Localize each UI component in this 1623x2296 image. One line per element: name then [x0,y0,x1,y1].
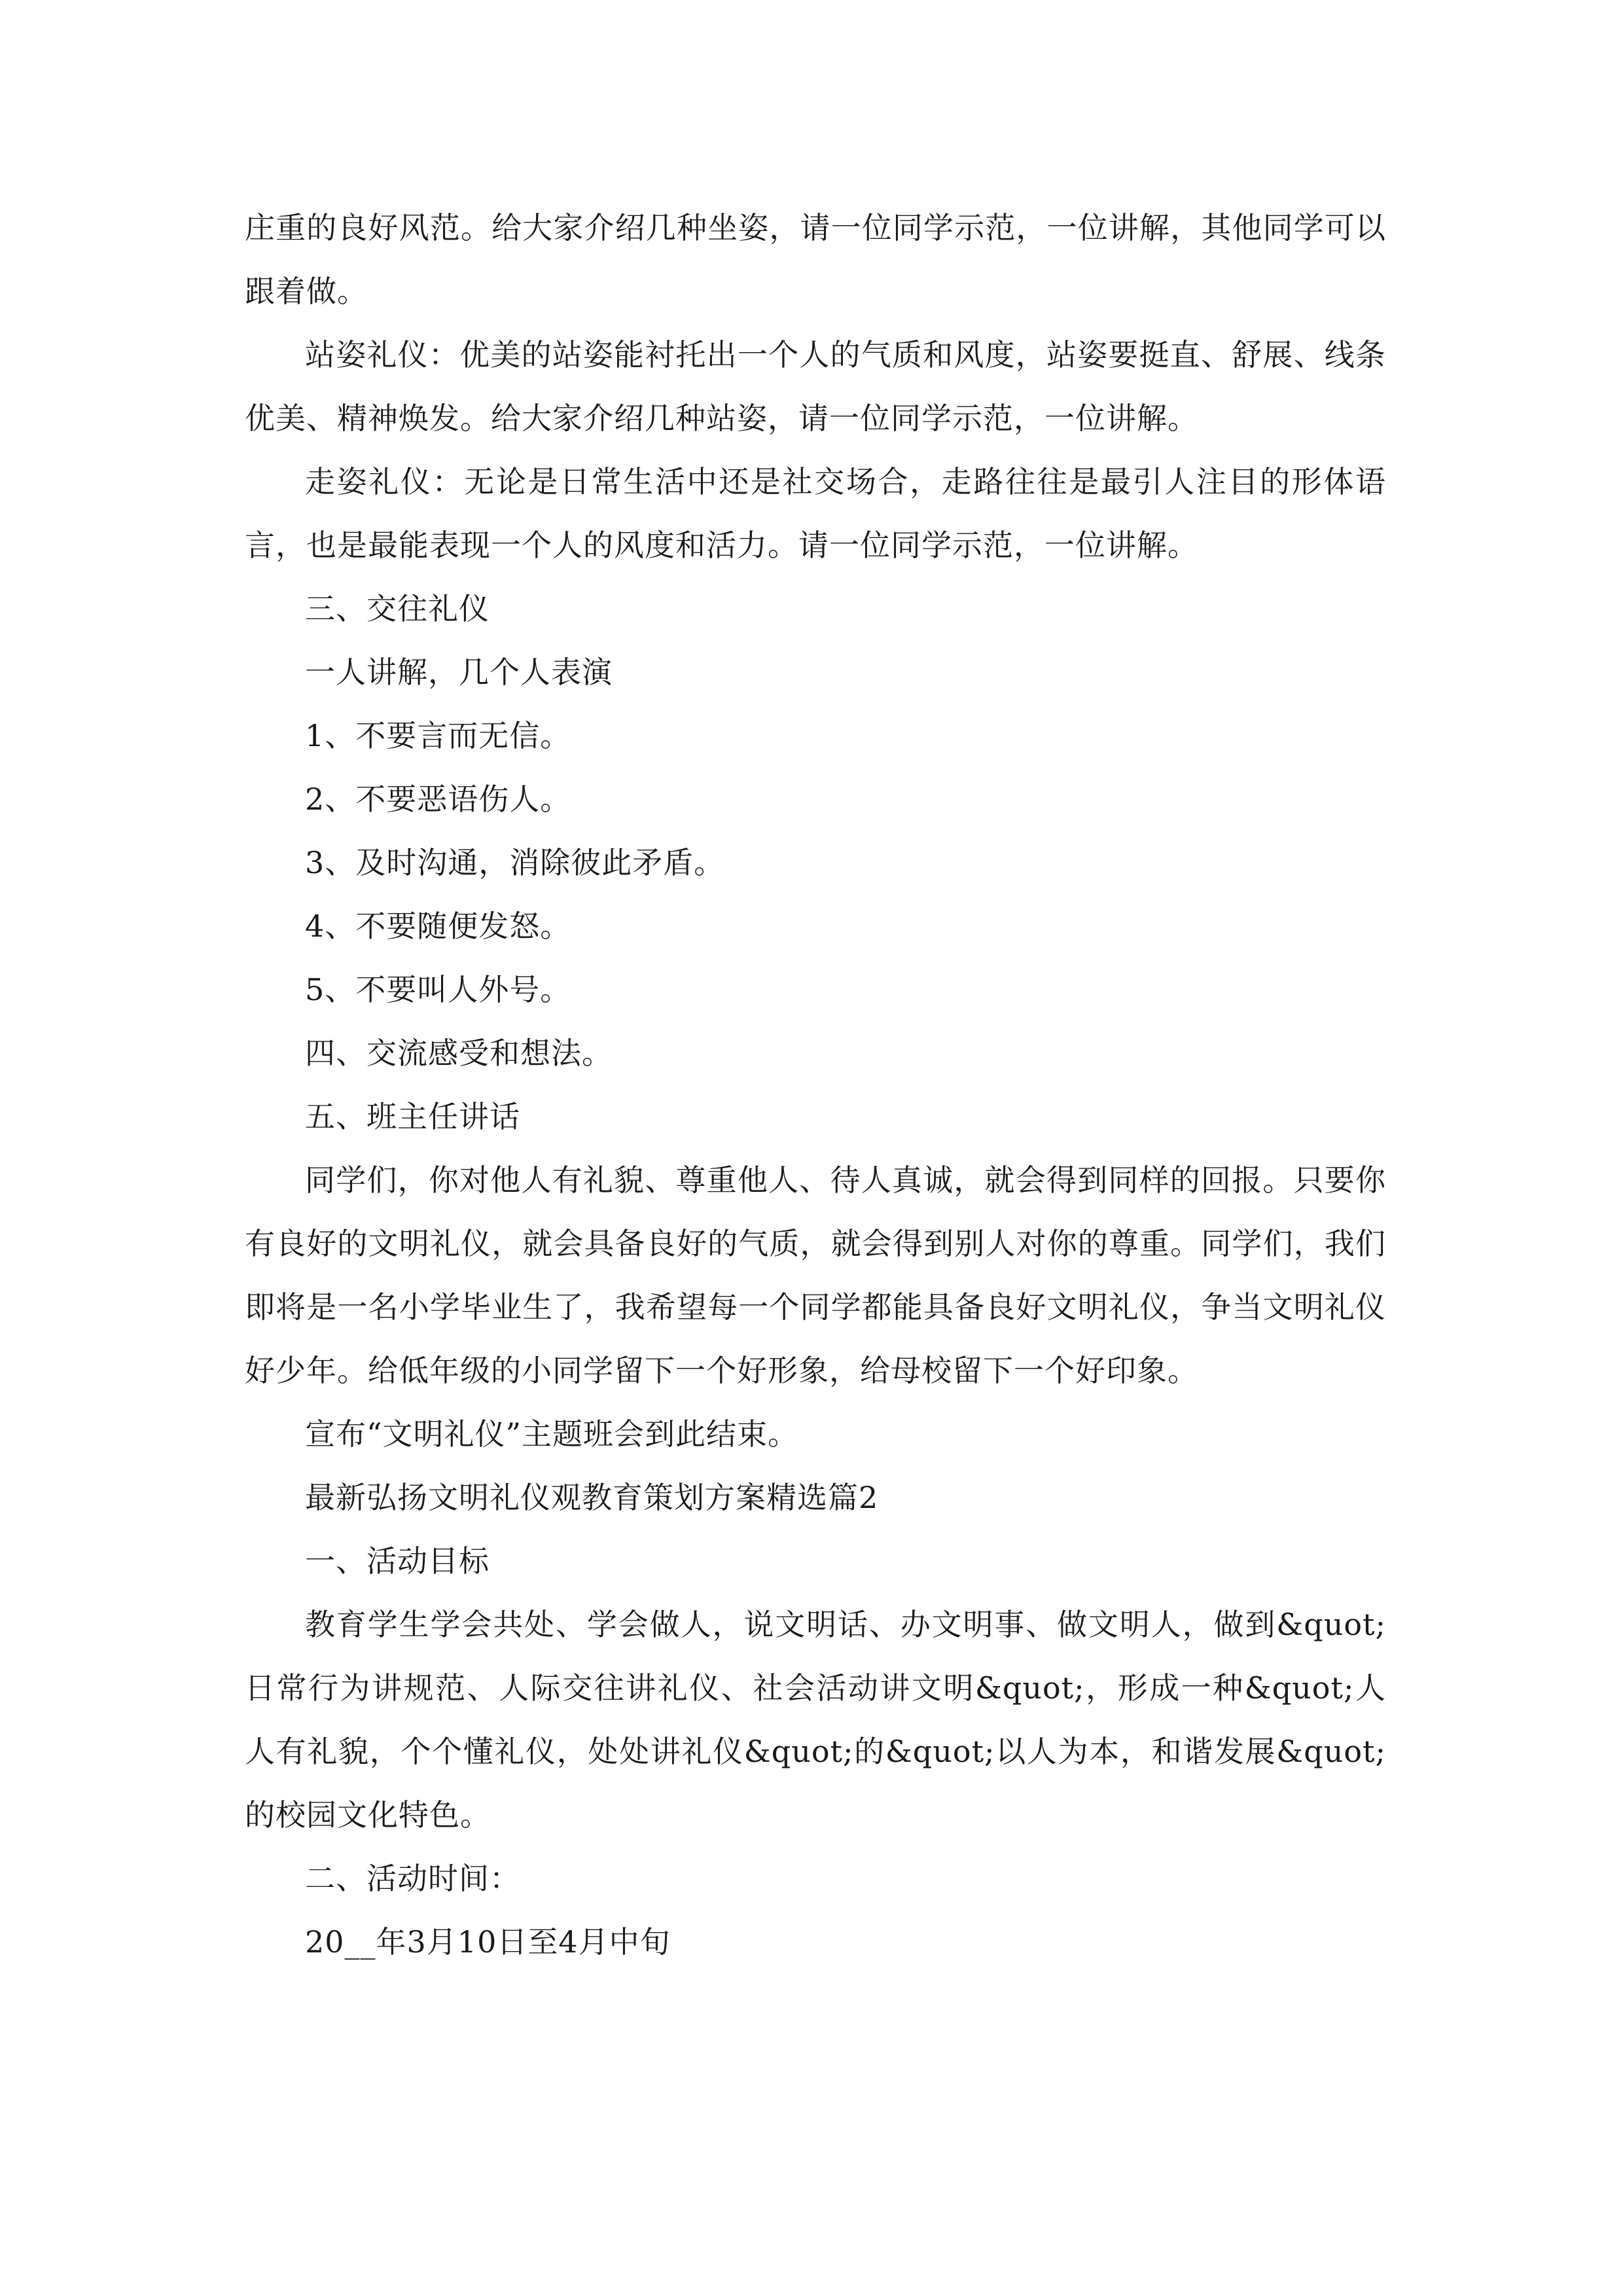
list-item-5: 5、不要叫人外号。 [305,972,571,1007]
paragraph-teacher-speech: 同学们，你对他人有礼貌、尊重他人、待人真诚，就会得到同样的回报。只要你有良好的文明礼仪，就会具备良好的气质，就会得到别人对你的尊重。同学们，我们即将是一名小学毕业生了，我希望每一个同学都能具备良好文明礼仪，争当文明礼仪好少年。给低年级的小同学留下一个好形象，给母校留下一个好印象。 [245,1162,1386,1388]
document-page [245,196,1386,1974]
heading-teacher-speech: 五、班主任讲话 [305,1099,520,1134]
heading-activity-goals: 一、活动目标 [305,1543,490,1579]
paragraph-activity-time: 20__年3月10日至4月中旬 [305,1924,671,1960]
heading-activity-time: 二、活动时间： [305,1861,520,1896]
heading-plan-part-2: 最新弘扬文明礼仪观教育策划方案精选篇2 [305,1480,879,1515]
paragraph-meeting-end: 宣布“文明礼仪”主题班会到此结束。 [305,1416,799,1452]
paragraph-performance-note: 一人讲解，几个人表演 [305,655,613,690]
heading-exchange-thoughts: 四、交流感受和想法。 [305,1035,613,1071]
list-item-3: 3、及时沟通，消除彼此矛盾。 [305,845,725,880]
list-item-2: 2、不要恶语伤人。 [305,781,571,817]
paragraph-walking-posture: 走姿礼仪：无论是日常生活中还是社交场合，走路往往是最引人注目的形体语言，也是最能表现一个人的风度和活力。请一位同学示范，一位讲解。 [245,464,1386,563]
list-item-1: 1、不要言而无信。 [305,718,571,753]
list-item-4: 4、不要随便发怒。 [305,908,571,944]
paragraph-sitting-posture-end: 庄重的良好风范。给大家介绍几种坐姿，请一位同学示范，一位讲解，其他同学可以跟着做。 [245,210,1386,309]
paragraph-standing-posture: 站姿礼仪：优美的站姿能衬托出一个人的气质和风度，站姿要挺直、舒展、线条优美、精神焕发。给大家介绍几种站姿，请一位同学示范，一位讲解。 [245,337,1386,436]
heading-social-etiquette: 三、交往礼仪 [305,591,490,626]
paragraph-activity-goals: 教育学生学会共处、学会做人，说文明话、办文明事、做文明人，做到&quot;日常行为讲规范、人际交往讲礼仪、社会活动讲文明&quot;，形成一种&quot;人人有礼貌，个个懂礼仪，处处讲礼仪&quot;的&quot;以人为本，和谐发展&quot;的校园文化特色。 [245,1607,1386,1833]
